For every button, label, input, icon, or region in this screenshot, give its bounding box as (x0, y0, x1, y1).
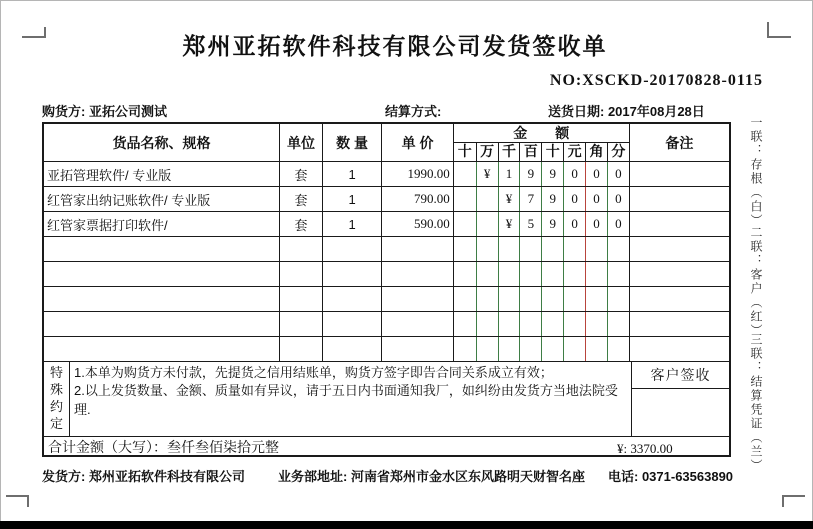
table-row-empty (44, 262, 729, 287)
amount-digit: 0 (607, 162, 629, 186)
header-amount: 金 额 (454, 124, 629, 143)
digit-header: 百 (519, 143, 541, 161)
amount-digit (454, 187, 476, 211)
amount-digit: 9 (519, 162, 541, 186)
header-product-name: 货品名称、规格 (44, 124, 280, 161)
digit-header: 十 (457, 143, 472, 159)
cell-quantity: 1 (323, 187, 383, 211)
shipper-field: 发货方: 郑州亚拓软件科技有限公司 (42, 469, 245, 484)
header-amount-block (454, 124, 630, 161)
header-quantity: 数 量 (323, 124, 383, 161)
special-terms-text (70, 362, 632, 436)
amount-digit: 0 (563, 187, 585, 211)
copy-label-1: 一联：存根（白） (749, 116, 763, 228)
items-table (42, 122, 731, 457)
amount-digit (476, 212, 498, 236)
special-terms-row (44, 362, 729, 437)
cell-note (630, 162, 729, 186)
amount-digit: 0 (607, 212, 629, 236)
special-terms-line1: 1.本单为购货方未付款，先提货之信用结账单，购货方签字即告合同关系成立有效； (74, 365, 553, 380)
table-row (44, 187, 729, 212)
amount-digit: 0 (563, 162, 585, 186)
crop-mark-bottom-right (782, 495, 805, 507)
cell-quantity: 1 (323, 162, 383, 186)
amount-digit: ¥ (498, 187, 520, 211)
cell-unit: 套 (280, 187, 323, 211)
digit-header: 千 (498, 143, 520, 161)
amount-digit: 9 (541, 162, 563, 186)
amount-digit (476, 187, 498, 211)
cell-unit-price: 790.00 (382, 187, 453, 211)
amount-digit: ¥ (476, 162, 498, 186)
amount-digit: ¥ (498, 212, 520, 236)
amount-digit (454, 162, 476, 186)
settlement-field: 结算方式: (385, 104, 442, 119)
form-title: 郑州亚拓软件科技有限公司发货签收单 (182, 33, 608, 59)
address-field: 业务部地址: 河南省郑州市金水区东风路明天财智名座 (278, 469, 585, 484)
customer-sign-label: 客户签收 (632, 362, 729, 389)
cell-unit-price: 590.00 (382, 212, 453, 236)
delivery-date-field: 送货日期: 2017年08月28日 (548, 104, 705, 119)
total-row (44, 437, 729, 460)
doc-number: NO:XSCKD-20170828-0115 (549, 72, 763, 89)
amount-digit: 9 (541, 187, 563, 211)
phone-field: 电话: 0371-63563890 (608, 469, 734, 484)
cell-amount (454, 162, 630, 186)
buyer-field: 购货方: 亚拓公司测试 (42, 104, 167, 119)
digit-header: 角 (585, 143, 607, 161)
digit-header: 万 (476, 143, 498, 161)
table-row (44, 162, 729, 187)
cell-product-name: 红管家出纳记账软件/ 专业版 (44, 187, 280, 211)
table-row (44, 212, 729, 237)
amount-digit: 1 (498, 162, 520, 186)
cell-amount (454, 187, 630, 211)
header-unit-price: 单 价 (382, 124, 453, 161)
copy-label-2: 二联：客户（红） (749, 226, 763, 338)
table-row-empty (44, 312, 729, 337)
amount-digit: 0 (585, 212, 607, 236)
cell-note (630, 212, 729, 236)
digit-header: 元 (563, 143, 585, 161)
table-row-empty (44, 287, 729, 312)
amount-digit: 9 (541, 212, 563, 236)
special-terms-label: 特殊约定 (44, 362, 70, 436)
customer-sign-cell (632, 362, 729, 436)
amount-digit: 0 (563, 212, 585, 236)
amount-digit: 0 (585, 162, 607, 186)
total-amount: ¥: 3370.00 (617, 441, 673, 456)
cell-amount (454, 212, 630, 236)
amount-digit: 0 (607, 187, 629, 211)
special-terms-line2: 2.以上发货数量、金额、质量如有异议，请于五日内书面通知我厂，如纠纷由发货方当地法院受理. (74, 383, 618, 417)
digit-header: 十 (541, 143, 563, 161)
amount-digit (454, 212, 476, 236)
amount-digit: 0 (585, 187, 607, 211)
table-header-row (44, 124, 729, 162)
cell-unit: 套 (280, 162, 323, 186)
amount-digit: 5 (519, 212, 541, 236)
table-row-empty (44, 337, 729, 362)
header-note: 备注 (665, 134, 694, 151)
cell-note (630, 187, 729, 211)
cell-unit: 套 (280, 212, 323, 236)
crop-mark-bottom-left (6, 495, 29, 507)
digit-header: 分 (607, 143, 629, 161)
cell-quantity: 1 (323, 212, 383, 236)
customer-sign-area (632, 389, 729, 436)
header-amount-digits (454, 143, 629, 161)
table-row-empty (44, 237, 729, 262)
cell-product-name: 红管家票据打印软件/ (44, 212, 280, 236)
header-unit: 单位 (280, 124, 323, 161)
cell-unit-price: 1990.00 (382, 162, 453, 186)
copy-label-3: 三联：结算凭证（兰） (749, 333, 763, 473)
cell-product-name: 亚拓管理软件/ 专业版 (44, 162, 280, 186)
bottom-edge-bar (0, 521, 813, 529)
total-in-words: 合计金额（大写）：叁仟叁佰柒拾元整 (48, 439, 279, 455)
amount-digit: 7 (519, 187, 541, 211)
